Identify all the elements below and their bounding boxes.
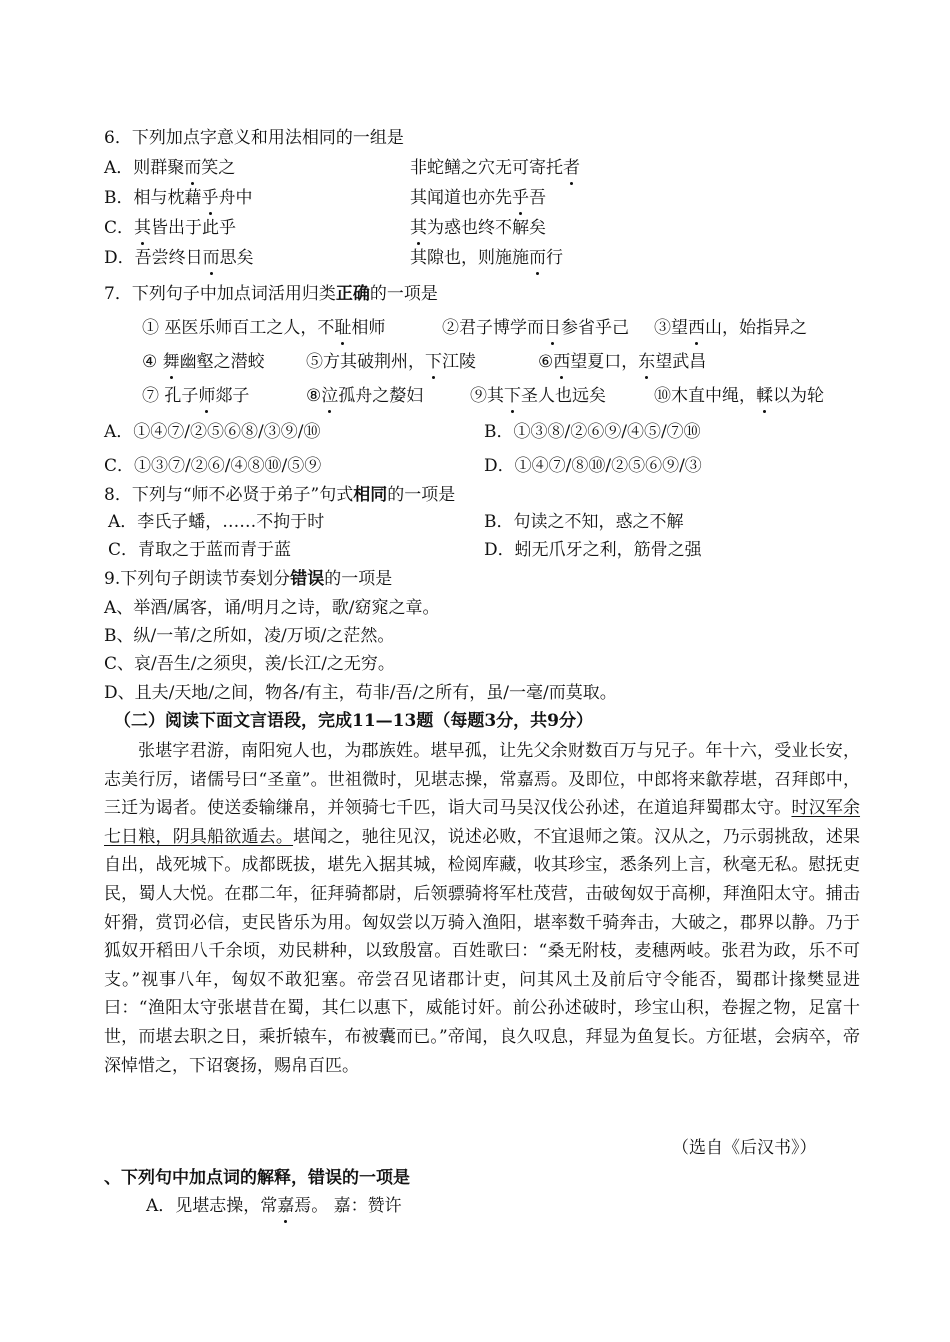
q6-option-b-right: 其闻道也亦先乎吾 (410, 188, 546, 208)
q6-option-c-left: C．其皆出于此乎 (104, 218, 237, 238)
q10-stem: 、下列句中加点词的解释，错误的一项是 (104, 1168, 410, 1188)
q7-item-10: ⑩木直中绳，輮以为轮 (654, 386, 824, 406)
q7-item-7: ⑦ 孔子师郯子 (142, 386, 250, 406)
q8-option-a: A．李氏子蟠，……不拘于时 (108, 512, 325, 532)
passage-paragraph: 张堪字君游，南阳宛人也，为郡族姓。堪早孤，让先父余财数百万与兄子。年十六，受业长安，志美行厉，诸儒号曰“圣童”。世祖微时，见堪志操，常嘉焉。及即位，中郎将来歙荐堪，召拜郎中，三迁为谒者。使送委输缣帛，并领骑七千匹，诣大司马吴汉伐公孙述，在道追拜蜀郡太守。时汉军余七日粮，阴具船欲遁去。堪闻之，驰往见汉，说述必败，不宜退师之策。汉从之，乃示弱挑敌，述果自出，战死城下。成都既拔，堪先入据其城，检阅库藏，收其珍宝，悉条列上言，秋毫无私。慰抚吏民，蜀人大悦。在郡二年，征拜骑都尉，后领骠骑将军杜茂营，击破匈奴于高柳，拜渔阳太守。捕击奸猾，赏罚必信，吏民皆乐为用。匈奴尝以万骑入渔阳，堪率数千骑奔击，大破之，郡界以静。乃于狐奴开稻田八千余顷，劝民耕种，以致殷富。百姓歌曰：“桑无附枝，麦穗两岐。张君为政，乐不可支。”视事八年，匈奴不敢犯塞。帝尝召见诸郡计吏，问其风土及前后守令能否，蜀郡计掾樊显进曰：“渔阳太守张堪昔在蜀，其仁以惠下，威能讨奸。前公孙述破时，珍宝山积，卷握之物，足富十世，而堪去职之日，乘折辕车，布被囊而已。”帝闻，良久叹息，拜显为鱼复长。方征堪，会病卒，帝深悼惜之，下诏褒扬，赐帛百匹。 (104, 741, 861, 1076)
q9-option-a: A、举酒/属客，诵/明月之诗，歌/窈窕之章。 (104, 598, 440, 618)
q7-option-a: A．①④⑦/②⑤⑥⑧/③⑨/⑩ (104, 422, 321, 442)
q9-option-b: B、纵/一苇/之所如，凌/万顷/之茫然。 (104, 626, 395, 646)
q7-item-5: ⑤方其破荆州，下江陵 (306, 352, 476, 372)
q7-item-3: ③望西山，始指异之 (654, 318, 807, 338)
q6-option-d-right: 其隙也，则施施而行 (410, 248, 563, 268)
q6-option-d-left: D．吾尝终日而思矣 (104, 248, 254, 268)
underlined-sentence: 时汉军余七日粮，阴具船欲遁去。 (104, 798, 861, 847)
q7-item-6: ⑥西望夏口，东望武昌 (538, 352, 707, 372)
q7-option-c: C．①③⑦/②⑥/④⑧⑩/⑤⑨ (104, 456, 322, 476)
q8-option-c: C．青取之于蓝而青于蓝 (108, 540, 292, 560)
q6-option-a-right: 非蛇鳝之穴无可寄托者 (410, 158, 580, 178)
q8-stem: 8．下列与“师不必贤于弟子”句式相同的一项是 (104, 485, 456, 505)
q6-option-c-right: 其为惑也终不解矣 (410, 218, 546, 238)
q10-option-a: A．见堪志操，常嘉焉。 嘉：赞许 (146, 1196, 402, 1216)
q6-stem: 6．下列加点字意义和用法相同的一组是 (104, 128, 404, 148)
q6-option-a-left: A．则群聚而笑之 (104, 158, 236, 178)
q7-item-8: ⑧泣孤舟之嫠妇 (306, 386, 424, 406)
q6-option-b-left: B．相与枕藉乎舟中 (104, 188, 253, 208)
q9-option-d: D、且夫/天地/之间，物各/有主，苟非/吾/之所有，虽/一毫/而莫取。 (104, 683, 617, 703)
q7-item-2: ②君子博学而日参省乎己 (442, 318, 629, 338)
q7-option-d: D．①④⑦/⑧⑩/②⑤⑥⑨/③ (484, 456, 702, 476)
q7-item-4: ④ 舞幽壑之潜蛟 (142, 352, 265, 372)
q8-option-d: D．蚓无爪牙之利，筋骨之强 (484, 540, 702, 560)
q8-option-b: B．句读之不知，惑之不解 (484, 512, 684, 532)
section-heading: （二）阅读下面文言语段，完成11—13题（每题3分，共9分） (114, 711, 593, 731)
q7-item-1: ① 巫医乐师百工之人，不耻相师 (142, 318, 386, 338)
q7-option-b: B．①③⑧/②⑥⑨/④⑤/⑦⑩ (484, 422, 701, 442)
q7-stem: 7．下列句子中加点词活用归类正确的一项是 (104, 284, 438, 304)
q9-option-c: C、哀/吾生/之须臾，羡/长江/之无穷。 (104, 654, 395, 674)
passage-source: （选自《后汉书》） (672, 1138, 817, 1158)
q7-item-9: ⑨其下圣人也远矣 (470, 386, 606, 406)
q9-stem: 9.下列句子朗读节奏划分错误的一项是 (104, 569, 393, 589)
